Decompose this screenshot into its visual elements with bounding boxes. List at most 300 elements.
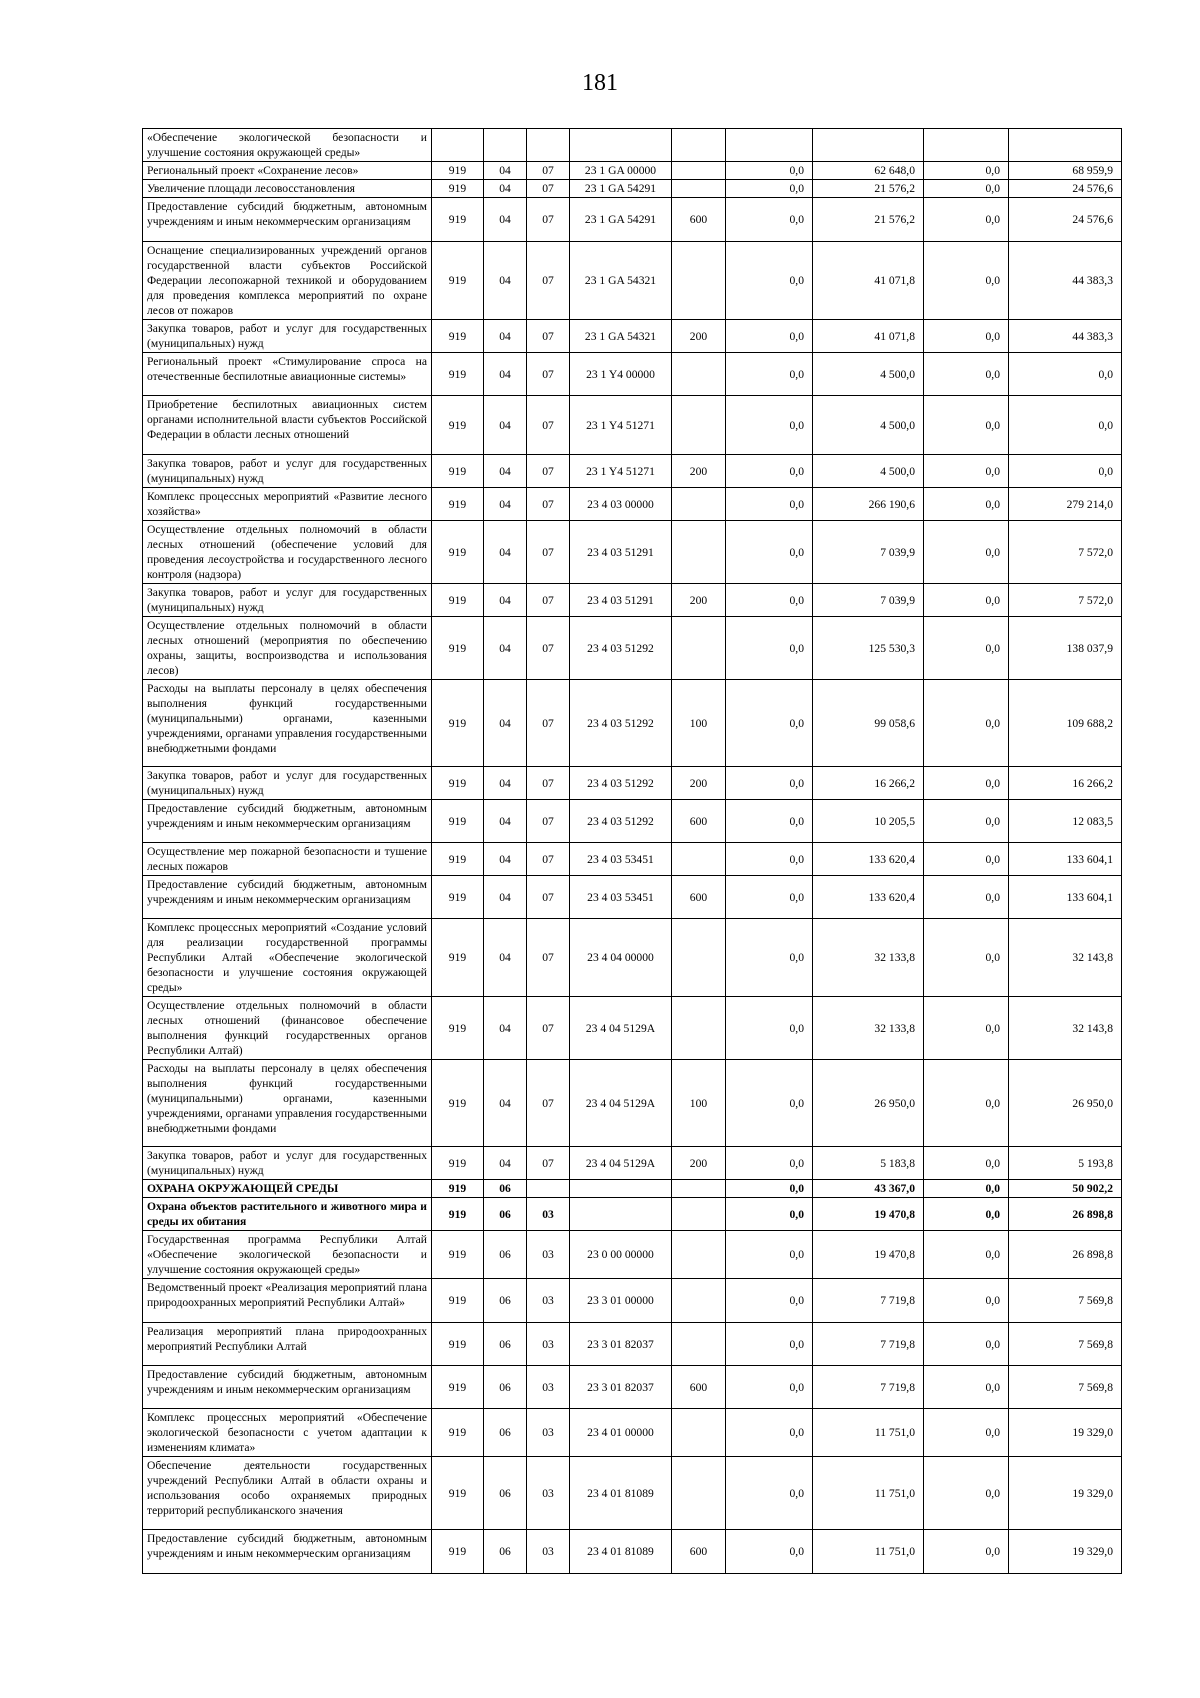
cell-target-article: 23 3 01 00000 (570, 1279, 672, 1323)
cell-target-article: 23 4 03 51292 (570, 767, 672, 800)
cell-section: 04 (484, 198, 527, 242)
cell-name: Ведомственный проект «Реализация мероприятий плана природоохранных мероприятий Республики Алтай» (143, 1279, 432, 1323)
cell-target-article: 23 4 03 51292 (570, 800, 672, 843)
cell-amount-1: 0,0 (726, 1409, 813, 1457)
cell-amount-3: 0,0 (924, 843, 1009, 876)
cell-expense-type: 600 (672, 876, 726, 919)
cell-section: 04 (484, 488, 527, 521)
cell-amount-3: 0,0 (924, 919, 1009, 997)
cell-amount-2: 11 751,0 (813, 1409, 924, 1457)
cell-name: Обеспечение деятельности государственных учреждений Республики Алтай в области охраны и использования особо охраняемых природных территорий республиканского значения (143, 1457, 432, 1530)
cell-subsection: 03 (527, 1323, 570, 1366)
table-row (143, 1279, 1122, 1323)
cell-target-article: 23 4 01 81089 (570, 1530, 672, 1574)
cell-expense-type (672, 1323, 726, 1366)
cell-amount-2: 7 719,8 (813, 1323, 924, 1366)
cell-section: 06 (484, 1279, 527, 1323)
cell-amount-1: 0,0 (726, 1147, 813, 1180)
cell-name: Комплекс процессных мероприятий «Развитие лесного хозяйства» (143, 488, 432, 521)
cell-subsection: 07 (527, 242, 570, 320)
cell-target-article (570, 129, 672, 162)
cell-subsection (527, 1180, 570, 1198)
cell-expense-type (672, 353, 726, 396)
table-row (143, 767, 1122, 800)
cell-expense-type: 200 (672, 1147, 726, 1180)
cell-target-article: 23 4 03 51292 (570, 680, 672, 767)
cell-target-article: 23 4 03 53451 (570, 843, 672, 876)
cell-expense-type: 100 (672, 1060, 726, 1147)
cell-expense-type (672, 521, 726, 584)
cell-expense-type (672, 1409, 726, 1457)
cell-subsection: 07 (527, 488, 570, 521)
cell-target-article: 23 4 01 81089 (570, 1457, 672, 1530)
cell-amount-4: 0,0 (1009, 396, 1122, 455)
cell-amount-2: 43 367,0 (813, 1180, 924, 1198)
cell-section: 06 (484, 1530, 527, 1574)
cell-target-article: 23 4 03 51292 (570, 617, 672, 680)
cell-subsection: 07 (527, 919, 570, 997)
cell-grbs: 919 (432, 1323, 484, 1366)
cell-expense-type (672, 162, 726, 180)
cell-subsection (527, 129, 570, 162)
cell-grbs: 919 (432, 1366, 484, 1409)
cell-grbs: 919 (432, 919, 484, 997)
cell-amount-3: 0,0 (924, 353, 1009, 396)
cell-amount-4: 44 383,3 (1009, 242, 1122, 320)
cell-target-article: 23 4 03 53451 (570, 876, 672, 919)
cell-amount-3: 0,0 (924, 617, 1009, 680)
cell-amount-1: 0,0 (726, 1198, 813, 1231)
cell-expense-type (672, 1279, 726, 1323)
cell-target-article: 23 4 03 51291 (570, 521, 672, 584)
cell-name: Закупка товаров, работ и услуг для государственных (муниципальных) нужд (143, 320, 432, 353)
cell-amount-3: 0,0 (924, 180, 1009, 198)
cell-expense-type (672, 180, 726, 198)
cell-target-article: 23 1 GA 54291 (570, 180, 672, 198)
table-row (143, 1147, 1122, 1180)
cell-subsection: 07 (527, 876, 570, 919)
cell-amount-2: 7 039,9 (813, 521, 924, 584)
cell-grbs: 919 (432, 320, 484, 353)
table-row (143, 680, 1122, 767)
cell-subsection: 07 (527, 353, 570, 396)
cell-amount-3 (924, 129, 1009, 162)
cell-amount-2: 11 751,0 (813, 1457, 924, 1530)
cell-section: 04 (484, 455, 527, 488)
table-row (143, 584, 1122, 617)
cell-name: Охрана объектов растительного и животного мира и среды их обитания (143, 1198, 432, 1231)
cell-amount-3: 0,0 (924, 997, 1009, 1060)
cell-subsection: 07 (527, 584, 570, 617)
cell-amount-3: 0,0 (924, 1530, 1009, 1574)
cell-amount-2: 11 751,0 (813, 1530, 924, 1574)
cell-grbs (432, 129, 484, 162)
cell-section: 06 (484, 1180, 527, 1198)
cell-amount-1: 0,0 (726, 162, 813, 180)
cell-amount-2: 266 190,6 (813, 488, 924, 521)
table-row (143, 488, 1122, 521)
cell-grbs: 919 (432, 997, 484, 1060)
table-row (143, 455, 1122, 488)
cell-name: Комплекс процессных мероприятий «Обеспечение экологической безопасности с учетом адаптации к изменениям климата» (143, 1409, 432, 1457)
cell-amount-1: 0,0 (726, 353, 813, 396)
cell-amount-1 (726, 129, 813, 162)
cell-amount-2: 21 576,2 (813, 180, 924, 198)
cell-name: Осуществление отдельных полномочий в области лесных отношений (финансовое обеспечение выполнения функций государственных органов Республики Алтай) (143, 997, 432, 1060)
cell-name: Региональный проект «Стимулирование спроса на отечественные беспилотные авиационные системы» (143, 353, 432, 396)
cell-amount-2: 4 500,0 (813, 396, 924, 455)
cell-subsection: 07 (527, 680, 570, 767)
cell-name: Осуществление отдельных полномочий в области лесных отношений (обеспечение условий для проведения лесоустройства и государственного лесного контроля (надзора) (143, 521, 432, 584)
cell-amount-4: 7 572,0 (1009, 521, 1122, 584)
cell-amount-4: 7 569,8 (1009, 1323, 1122, 1366)
cell-amount-1: 0,0 (726, 1530, 813, 1574)
cell-target-article: 23 4 04 00000 (570, 919, 672, 997)
table-row (143, 129, 1122, 162)
cell-name: Предоставление субсидий бюджетным, автономным учреждениям и иным некоммерческим организациям (143, 1530, 432, 1574)
cell-amount-2: 19 470,8 (813, 1231, 924, 1279)
cell-amount-2: 32 133,8 (813, 997, 924, 1060)
cell-section: 04 (484, 180, 527, 198)
cell-amount-4: 50 902,2 (1009, 1180, 1122, 1198)
cell-amount-4: 19 329,0 (1009, 1409, 1122, 1457)
cell-section: 06 (484, 1198, 527, 1231)
cell-amount-4: 7 572,0 (1009, 584, 1122, 617)
cell-amount-4: 0,0 (1009, 353, 1122, 396)
cell-amount-1: 0,0 (726, 198, 813, 242)
cell-name: Комплекс процессных мероприятий «Создание условий для реализации государственной программы Республики Алтай «Обеспечение экологической безопасности и улучшение состояния окружающей среды» (143, 919, 432, 997)
cell-name: Государственная программа Республики Алтай «Обеспечение экологической безопасности и улучшение состояния окружающей среды» (143, 1231, 432, 1279)
table-body (143, 129, 1122, 1574)
cell-section: 04 (484, 1060, 527, 1147)
cell-section: 04 (484, 876, 527, 919)
cell-amount-2: 133 620,4 (813, 843, 924, 876)
cell-grbs: 919 (432, 1457, 484, 1530)
cell-amount-4: 133 604,1 (1009, 843, 1122, 876)
cell-expense-type (672, 843, 726, 876)
cell-amount-4: 19 329,0 (1009, 1530, 1122, 1574)
cell-amount-1: 0,0 (726, 997, 813, 1060)
cell-amount-2: 5 183,8 (813, 1147, 924, 1180)
cell-amount-3: 0,0 (924, 800, 1009, 843)
table-row (143, 1198, 1122, 1231)
cell-grbs: 919 (432, 843, 484, 876)
cell-amount-1: 0,0 (726, 843, 813, 876)
cell-expense-type: 200 (672, 455, 726, 488)
cell-grbs: 919 (432, 1279, 484, 1323)
cell-expense-type: 600 (672, 198, 726, 242)
cell-target-article: 23 4 04 5129А (570, 997, 672, 1060)
table-row (143, 162, 1122, 180)
cell-amount-1: 0,0 (726, 617, 813, 680)
cell-target-article: 23 0 00 00000 (570, 1231, 672, 1279)
cell-section: 04 (484, 1147, 527, 1180)
cell-expense-type: 200 (672, 320, 726, 353)
cell-target-article: 23 1 Y4 00000 (570, 353, 672, 396)
cell-amount-3: 0,0 (924, 1366, 1009, 1409)
cell-section: 06 (484, 1366, 527, 1409)
cell-amount-4: 16 266,2 (1009, 767, 1122, 800)
cell-amount-1: 0,0 (726, 521, 813, 584)
budget-table (142, 128, 1122, 1574)
table-row (143, 198, 1122, 242)
cell-amount-4: 44 383,3 (1009, 320, 1122, 353)
cell-amount-1: 0,0 (726, 1180, 813, 1198)
table-row (143, 997, 1122, 1060)
cell-amount-2: 7 719,8 (813, 1366, 924, 1409)
cell-target-article: 23 1 GA 54321 (570, 242, 672, 320)
cell-grbs: 919 (432, 180, 484, 198)
cell-amount-2: 19 470,8 (813, 1198, 924, 1231)
cell-target-article: 23 1 GA 54291 (570, 198, 672, 242)
cell-amount-4: 24 576,6 (1009, 198, 1122, 242)
cell-amount-3: 0,0 (924, 1198, 1009, 1231)
cell-expense-type (672, 396, 726, 455)
cell-subsection: 07 (527, 162, 570, 180)
cell-section: 04 (484, 800, 527, 843)
cell-target-article: 23 4 04 5129А (570, 1060, 672, 1147)
cell-target-article: 23 4 03 00000 (570, 488, 672, 521)
cell-name: Закупка товаров, работ и услуг для государственных (муниципальных) нужд (143, 584, 432, 617)
cell-target-article: 23 3 01 82037 (570, 1366, 672, 1409)
cell-section: 06 (484, 1457, 527, 1530)
cell-section: 04 (484, 680, 527, 767)
cell-amount-4: 7 569,8 (1009, 1279, 1122, 1323)
cell-amount-4: 32 143,8 (1009, 997, 1122, 1060)
cell-section: 04 (484, 617, 527, 680)
cell-subsection: 07 (527, 198, 570, 242)
cell-amount-4: 12 083,5 (1009, 800, 1122, 843)
cell-subsection: 07 (527, 320, 570, 353)
cell-amount-3: 0,0 (924, 1060, 1009, 1147)
cell-amount-2: 7 719,8 (813, 1279, 924, 1323)
table-row (143, 617, 1122, 680)
cell-amount-3: 0,0 (924, 521, 1009, 584)
cell-grbs: 919 (432, 1231, 484, 1279)
cell-name: Осуществление отдельных полномочий в области лесных отношений (мероприятия по обеспечению охраны, защиты, воспроизводства и использования лесов) (143, 617, 432, 680)
table-row (143, 1231, 1122, 1279)
cell-expense-type: 200 (672, 767, 726, 800)
cell-amount-3: 0,0 (924, 396, 1009, 455)
cell-amount-4: 26 898,8 (1009, 1231, 1122, 1279)
table-row (143, 396, 1122, 455)
cell-name: Закупка товаров, работ и услуг для государственных (муниципальных) нужд (143, 1147, 432, 1180)
table-row (143, 1409, 1122, 1457)
cell-amount-2: 32 133,8 (813, 919, 924, 997)
cell-amount-2: 16 266,2 (813, 767, 924, 800)
cell-grbs: 919 (432, 1147, 484, 1180)
cell-amount-4: 5 193,8 (1009, 1147, 1122, 1180)
cell-amount-1: 0,0 (726, 1323, 813, 1366)
cell-section: 04 (484, 320, 527, 353)
cell-expense-type: 200 (672, 584, 726, 617)
cell-amount-2: 41 071,8 (813, 242, 924, 320)
cell-expense-type (672, 1180, 726, 1198)
cell-name: Расходы на выплаты персоналу в целях обеспечения выполнения функций государственными (муниципальными) органами, казенными учреждениями, органами управления государственными внебюджетными фондами (143, 680, 432, 767)
cell-amount-2: 133 620,4 (813, 876, 924, 919)
cell-subsection: 03 (527, 1279, 570, 1323)
cell-amount-2: 7 039,9 (813, 584, 924, 617)
cell-name: Реализация мероприятий плана природоохранных мероприятий Республики Алтай (143, 1323, 432, 1366)
cell-expense-type (672, 1231, 726, 1279)
cell-name: Предоставление субсидий бюджетным, автономным учреждениям и иным некоммерческим организациям (143, 1366, 432, 1409)
cell-amount-1: 0,0 (726, 396, 813, 455)
table-row (143, 521, 1122, 584)
cell-name: Оснащение специализированных учреждений органов государственной власти субъектов Российской Федерации лесопожарной техникой и оборудованием для проведения комплекса мероприятий по охране лесов от пожаров (143, 242, 432, 320)
table-row (143, 876, 1122, 919)
cell-amount-1: 0,0 (726, 455, 813, 488)
cell-amount-4: 279 214,0 (1009, 488, 1122, 521)
cell-target-article: 23 4 04 5129А (570, 1147, 672, 1180)
cell-amount-4: 7 569,8 (1009, 1366, 1122, 1409)
cell-expense-type (672, 919, 726, 997)
cell-amount-1: 0,0 (726, 1366, 813, 1409)
cell-expense-type: 600 (672, 1530, 726, 1574)
cell-grbs: 919 (432, 455, 484, 488)
cell-amount-3: 0,0 (924, 198, 1009, 242)
cell-target-article: 23 1 Y4 51271 (570, 396, 672, 455)
cell-amount-3: 0,0 (924, 320, 1009, 353)
cell-amount-3: 0,0 (924, 584, 1009, 617)
cell-amount-4: 109 688,2 (1009, 680, 1122, 767)
cell-subsection: 03 (527, 1198, 570, 1231)
cell-subsection: 07 (527, 396, 570, 455)
cell-section: 04 (484, 521, 527, 584)
cell-subsection: 07 (527, 843, 570, 876)
cell-subsection: 07 (527, 1147, 570, 1180)
cell-amount-2: 125 530,3 (813, 617, 924, 680)
cell-amount-2: 26 950,0 (813, 1060, 924, 1147)
cell-subsection: 07 (527, 1060, 570, 1147)
cell-expense-type: 100 (672, 680, 726, 767)
cell-amount-1: 0,0 (726, 488, 813, 521)
cell-grbs: 919 (432, 242, 484, 320)
cell-grbs: 919 (432, 521, 484, 584)
cell-name: Приобретение беспилотных авиационных систем органами исполнительной власти субъектов Российской Федерации в области лесных отношений (143, 396, 432, 455)
cell-amount-4: 26 898,8 (1009, 1198, 1122, 1231)
cell-section (484, 129, 527, 162)
cell-amount-2: 4 500,0 (813, 455, 924, 488)
cell-target-article: 23 3 01 82037 (570, 1323, 672, 1366)
cell-amount-2: 41 071,8 (813, 320, 924, 353)
cell-grbs: 919 (432, 1198, 484, 1231)
cell-grbs: 919 (432, 680, 484, 767)
table-row (143, 1530, 1122, 1574)
table-row (143, 1457, 1122, 1530)
cell-grbs: 919 (432, 1530, 484, 1574)
cell-grbs: 919 (432, 396, 484, 455)
cell-subsection: 07 (527, 767, 570, 800)
cell-amount-2 (813, 129, 924, 162)
cell-section: 04 (484, 843, 527, 876)
cell-amount-1: 0,0 (726, 680, 813, 767)
cell-grbs: 919 (432, 1409, 484, 1457)
cell-section: 06 (484, 1231, 527, 1279)
cell-name: Предоставление субсидий бюджетным, автономным учреждениям и иным некоммерческим организациям (143, 876, 432, 919)
cell-subsection: 03 (527, 1409, 570, 1457)
cell-section: 04 (484, 396, 527, 455)
cell-expense-type (672, 1198, 726, 1231)
cell-amount-1: 0,0 (726, 242, 813, 320)
cell-amount-4: 19 329,0 (1009, 1457, 1122, 1530)
cell-expense-type (672, 129, 726, 162)
cell-name: Региональный проект «Сохранение лесов» (143, 162, 432, 180)
cell-subsection: 07 (527, 521, 570, 584)
table-row (143, 1180, 1122, 1198)
cell-amount-4: 68 959,9 (1009, 162, 1122, 180)
table-row (143, 843, 1122, 876)
cell-target-article: 23 4 01 00000 (570, 1409, 672, 1457)
cell-amount-1: 0,0 (726, 584, 813, 617)
cell-amount-4 (1009, 129, 1122, 162)
cell-name: Закупка товаров, работ и услуг для государственных (муниципальных) нужд (143, 455, 432, 488)
cell-amount-3: 0,0 (924, 1147, 1009, 1180)
cell-grbs: 919 (432, 617, 484, 680)
cell-target-article (570, 1180, 672, 1198)
cell-amount-2: 21 576,2 (813, 198, 924, 242)
cell-amount-4: 32 143,8 (1009, 919, 1122, 997)
table-row (143, 180, 1122, 198)
cell-name: Предоставление субсидий бюджетным, автономным учреждениям и иным некоммерческим организациям (143, 198, 432, 242)
cell-subsection: 03 (527, 1366, 570, 1409)
cell-grbs: 919 (432, 198, 484, 242)
cell-amount-3: 0,0 (924, 767, 1009, 800)
cell-amount-3: 0,0 (924, 1180, 1009, 1198)
cell-name: Расходы на выплаты персоналу в целях обеспечения выполнения функций государственными (муниципальными) органами, казенными учреждениями, органами управления государственными внебюджетными фондами (143, 1060, 432, 1147)
cell-name: Предоставление субсидий бюджетным, автономным учреждениям и иным некоммерческим организациям (143, 800, 432, 843)
cell-subsection: 03 (527, 1530, 570, 1574)
cell-grbs: 919 (432, 584, 484, 617)
cell-section: 06 (484, 1323, 527, 1366)
table-row (143, 1366, 1122, 1409)
table-row (143, 919, 1122, 997)
cell-amount-4: 24 576,6 (1009, 180, 1122, 198)
cell-amount-3: 0,0 (924, 1409, 1009, 1457)
cell-amount-3: 0,0 (924, 1279, 1009, 1323)
cell-section: 06 (484, 1409, 527, 1457)
cell-name: Закупка товаров, работ и услуг для государственных (муниципальных) нужд (143, 767, 432, 800)
cell-amount-4: 133 604,1 (1009, 876, 1122, 919)
cell-amount-2: 99 058,6 (813, 680, 924, 767)
cell-amount-2: 62 648,0 (813, 162, 924, 180)
cell-target-article: 23 4 03 51291 (570, 584, 672, 617)
cell-amount-2: 4 500,0 (813, 353, 924, 396)
cell-expense-type: 600 (672, 1366, 726, 1409)
cell-amount-1: 0,0 (726, 1060, 813, 1147)
table-row (143, 242, 1122, 320)
cell-amount-3: 0,0 (924, 876, 1009, 919)
cell-subsection: 07 (527, 180, 570, 198)
cell-grbs: 919 (432, 800, 484, 843)
cell-name: Осуществление мер пожарной безопасности и тушение лесных пожаров (143, 843, 432, 876)
cell-grbs: 919 (432, 876, 484, 919)
cell-name: Увеличение площади лесовосстановления (143, 180, 432, 198)
cell-amount-1: 0,0 (726, 1231, 813, 1279)
cell-amount-3: 0,0 (924, 162, 1009, 180)
cell-section: 04 (484, 997, 527, 1060)
table-row (143, 320, 1122, 353)
table-row (143, 800, 1122, 843)
cell-amount-4: 138 037,9 (1009, 617, 1122, 680)
cell-amount-3: 0,0 (924, 1231, 1009, 1279)
cell-name: «Обеспечение экологической безопасности и улучшение состояния окружающей среды» (143, 129, 432, 162)
cell-expense-type (672, 617, 726, 680)
cell-section: 04 (484, 584, 527, 617)
cell-grbs: 919 (432, 162, 484, 180)
cell-subsection: 07 (527, 455, 570, 488)
cell-amount-2: 10 205,5 (813, 800, 924, 843)
cell-amount-1: 0,0 (726, 320, 813, 353)
